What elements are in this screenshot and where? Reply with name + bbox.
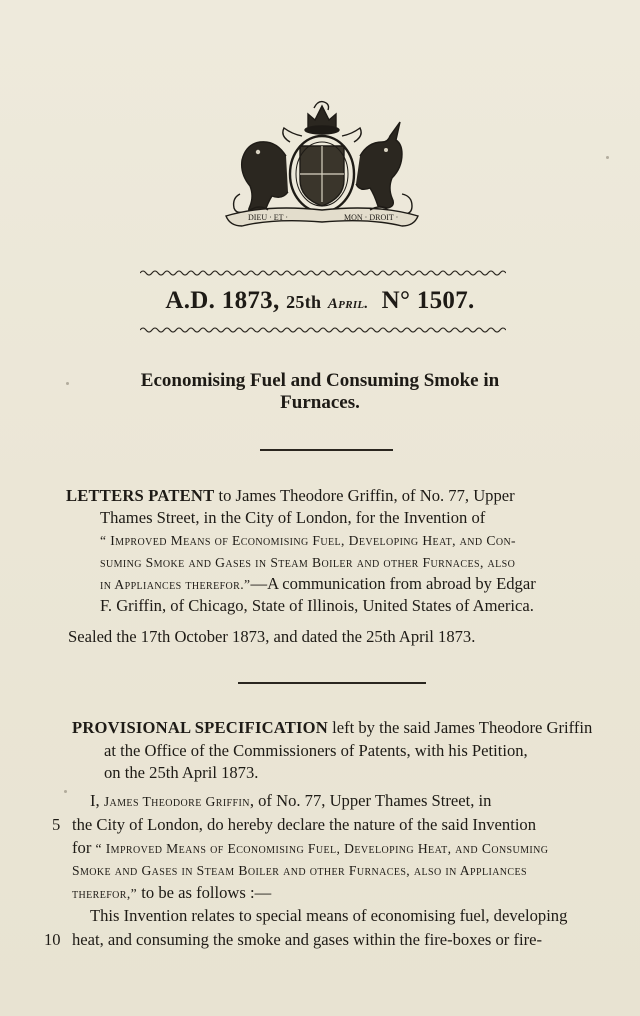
inventor-name: James Theodore Griffin [103, 794, 250, 809]
royal-coat-of-arms-image [220, 98, 425, 234]
motto-right: MON · DROIT · [344, 213, 399, 222]
letters-patent-line-2: Thames Street, in the City of London, for the Invention of [100, 508, 486, 527]
letters-patent-title-part-1: “ Improved Means of Economising Fuel, Developing Heat, and Con- [100, 533, 516, 548]
sealed-line: Sealed the 17th October 1873, and dated the 25th April 1873. [68, 627, 476, 646]
letters-patent-line-4 [100, 552, 515, 573]
patent-year: 1873, [221, 287, 280, 314]
letters-patent-text-5: —A communication from abroad by Edgar [250, 574, 536, 593]
paragraph-line-4 [72, 860, 527, 881]
invention-line-2: heat, and consuming the smoke and gases within the fire-boxes or fire- [72, 930, 543, 949]
ad-label: A.D. [165, 287, 216, 314]
patent-title [100, 370, 540, 414]
patent-header [0, 287, 640, 315]
paper-speck [66, 382, 69, 385]
provisional-heading: PROVISIONAL SPECIFICATION [72, 718, 328, 737]
letters-patent-title-part-2: suming Smoke and Gases in Steam Boiler and other Furnaces, also [100, 555, 516, 570]
paper-speck [606, 156, 609, 159]
letters-patent-text-1: to James Theodore Griffin, of No. 77, Upper [214, 486, 515, 505]
letters-patent-title-part-3: in Appliances therefor.” [100, 577, 251, 592]
provisional-line-3: on the 25th April 1873. [104, 763, 259, 782]
paragraph-line-2: the City of London, do hereby declare the nature of the said Invention [72, 815, 537, 834]
invention-title-part-2: Smoke and Gases in Steam Boiler and other Furnaces, also in Appliances [72, 863, 527, 878]
line-number-10: 10 [44, 930, 61, 949]
invention-line-1: This Invention relates to special means of economising fuel, developing [90, 906, 568, 925]
invention-title-part-3: therefor,” [72, 886, 138, 901]
motto-left: DIEU · ET · [248, 213, 289, 222]
provisional-line-1 [72, 718, 592, 738]
letters-patent-heading: LETTERS PATENT [66, 486, 215, 505]
letters-patent-line-1 [66, 486, 515, 506]
title-line-2: Furnaces. [280, 392, 360, 413]
number-label: N° [381, 287, 411, 314]
paper-speck [64, 790, 67, 793]
letters-patent-line-3 [100, 530, 516, 551]
provisional-line-2: at the Office of the Commissioners of Patents, with his Petition, [104, 741, 528, 760]
paragraph-5-rest: to be as follows :— [137, 883, 272, 902]
letters-patent-line-6: F. Griffin, of Chicago, State of Illinois, United States of America. [100, 596, 534, 615]
patent-date: 25th [286, 292, 322, 312]
paragraph-line-3 [72, 838, 548, 859]
letters-patent-line-5 [100, 574, 536, 595]
paragraph-3-text: for [72, 838, 96, 857]
paragraph-1-text: I, [90, 791, 104, 810]
patent-month: April. [327, 296, 369, 312]
provisional-text-1: left by the said James Theodore Griffin [327, 718, 593, 737]
patent-number: 1507. [416, 287, 475, 314]
title-line-1: Economising Fuel and Consuming Smoke in [140, 370, 500, 391]
paragraph-1-rest: , of No. 77, Upper Thames Street, in [249, 791, 492, 810]
paragraph-line-1 [90, 791, 491, 812]
section-divider-1 [260, 449, 393, 451]
paragraph-line-5 [72, 883, 271, 904]
wavy-rule-top [140, 269, 506, 277]
invention-title-part-1: “ Improved Means of Economising Fuel, Developing Heat, and Consuming [95, 841, 549, 856]
wavy-rule-bottom [140, 326, 506, 334]
section-divider-2 [238, 682, 426, 684]
line-number-5: 5 [52, 815, 61, 834]
